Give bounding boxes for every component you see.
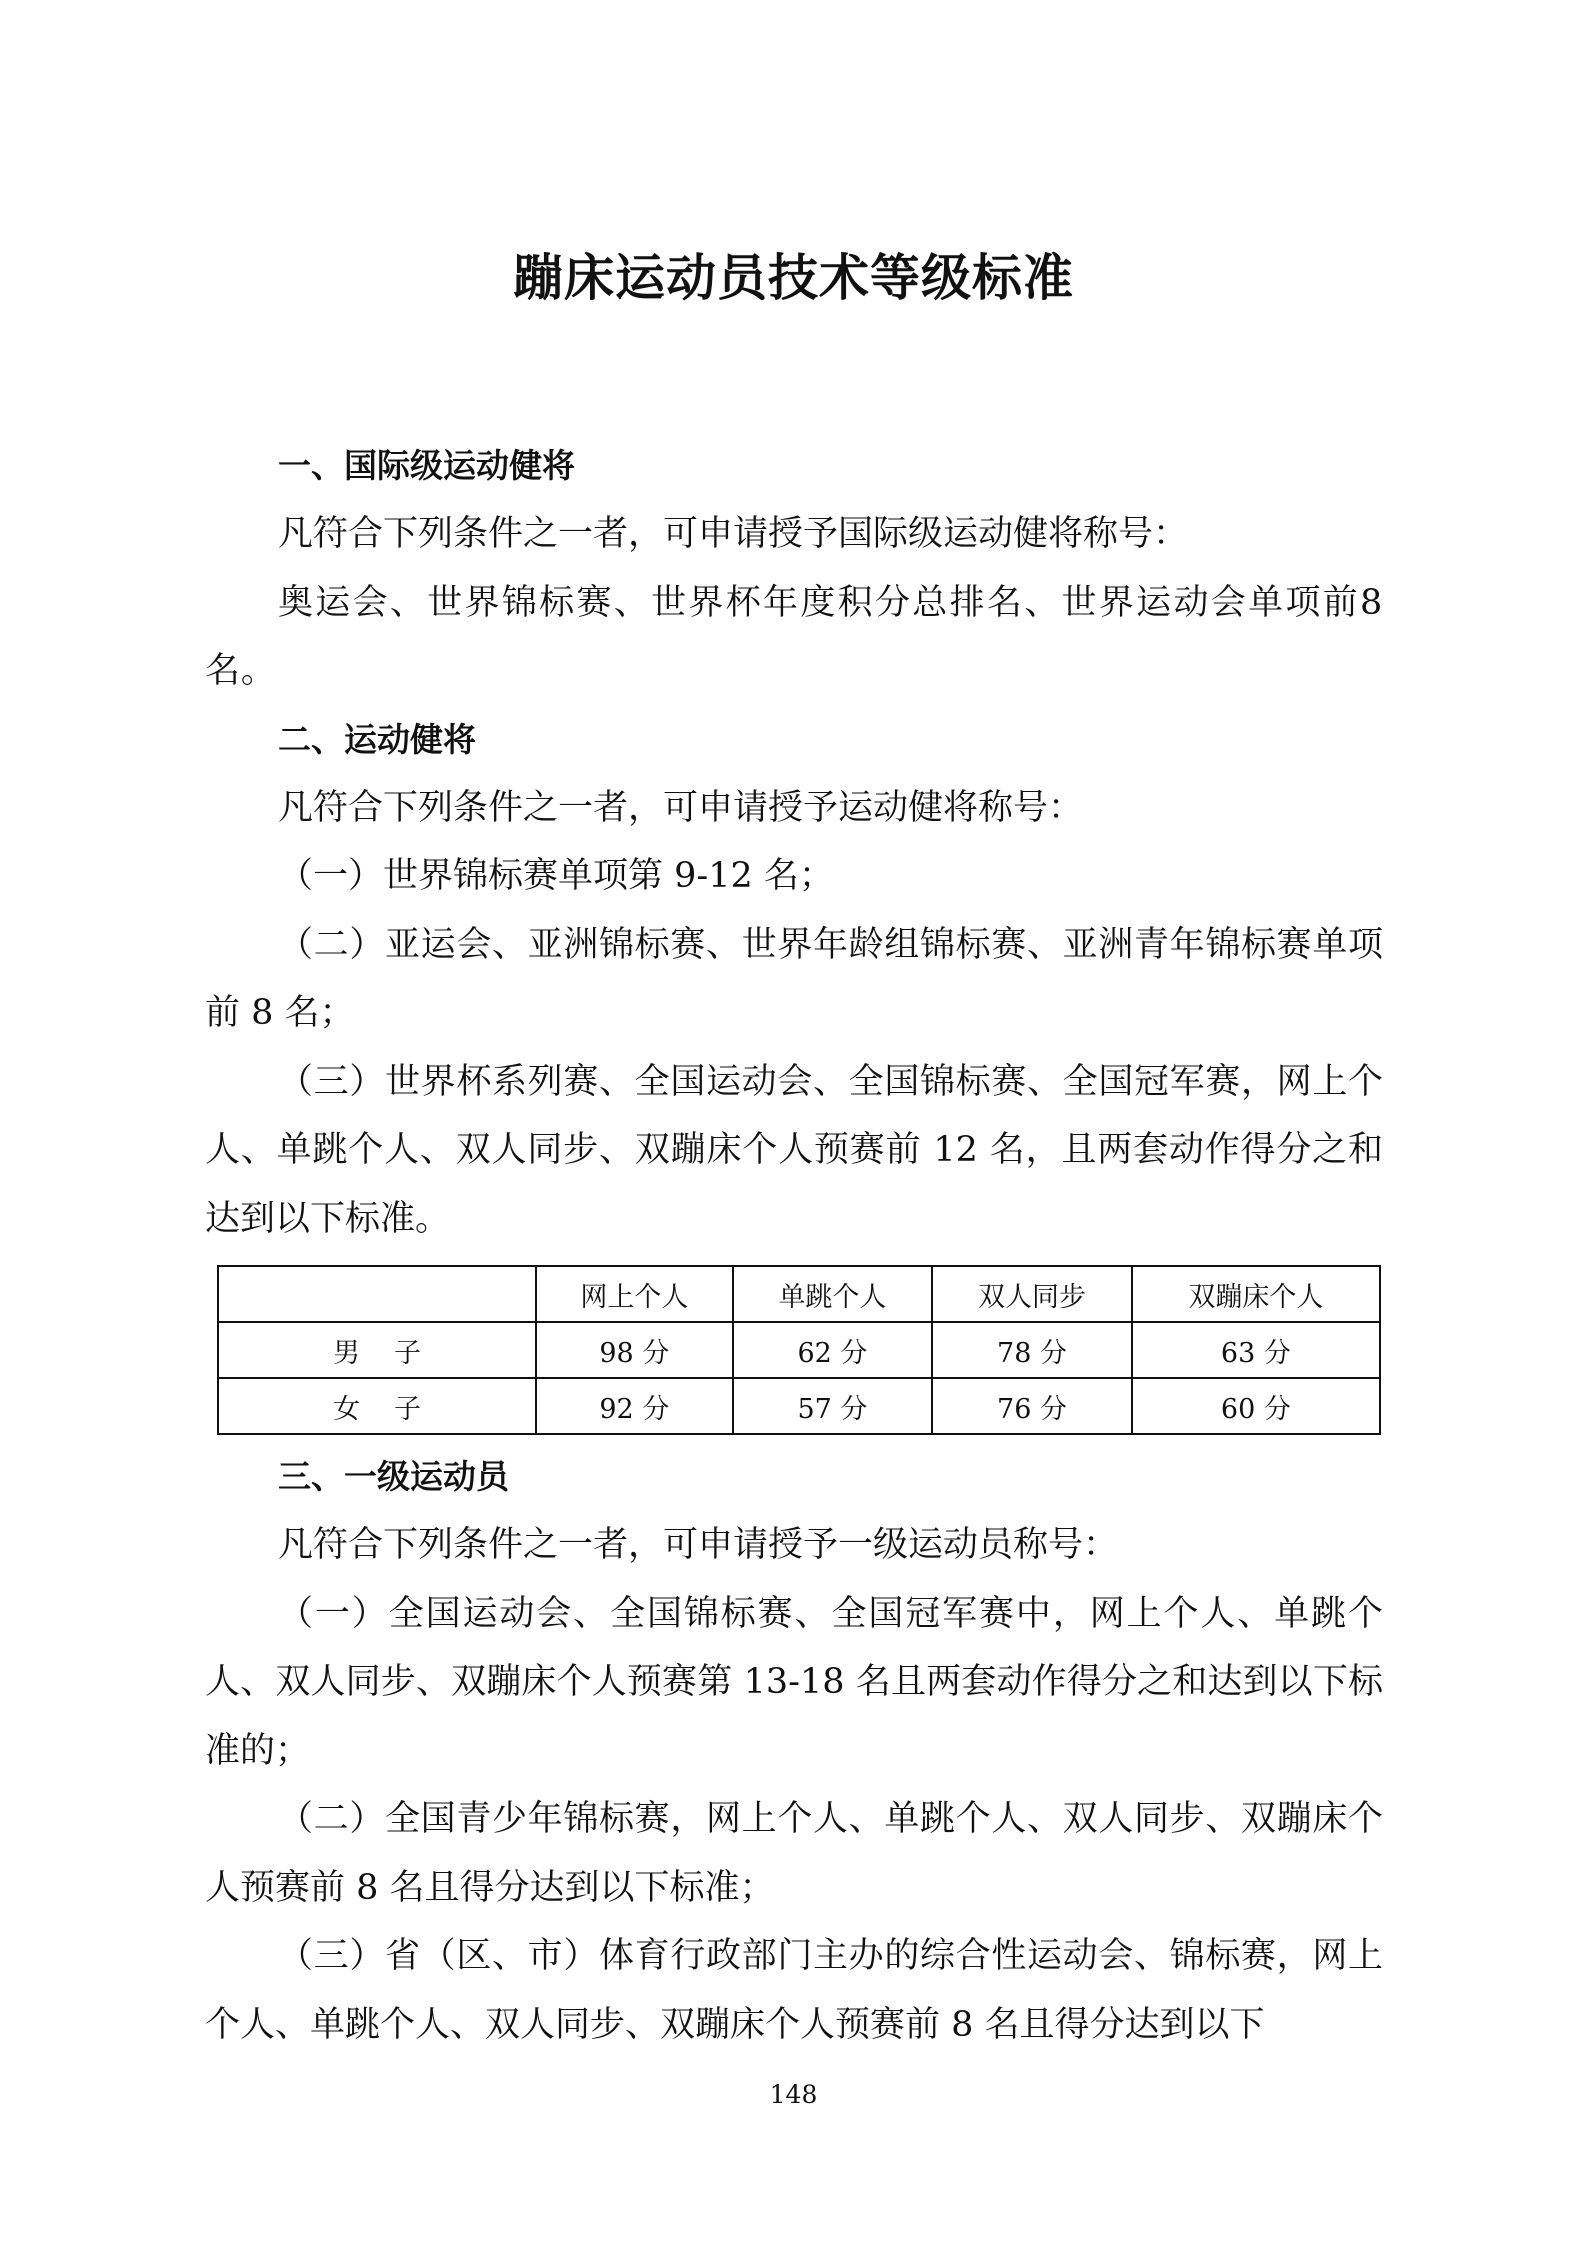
table-row [218,1378,1380,1434]
page-title: 蹦床运动员技术等级标准 [513,249,1074,307]
table-header-cell: 双人同步 [932,1266,1132,1322]
table-cell: 76 分 [932,1378,1132,1434]
paragraph: 凡符合下列条件之一者，可申请授予国际级运动健将称号： [278,514,1189,554]
table-header-cell: 网上个人 [536,1266,733,1322]
table-row-label: 女子 [218,1378,536,1434]
table-row-label: 男子 [218,1322,536,1378]
page-number: 148 [769,2080,818,2109]
table-header-cell: 双蹦床个人 [1132,1266,1380,1322]
paragraph: （三）世界杯系列赛、全国运动会、全国锦标赛、全国冠军赛，网上个人、单跳个人、双人同步、双蹦床个人预赛前 12 名，且两套动作得分之和达到以下标准。 [205,1061,1383,1239]
paragraph: （一）全国运动会、全国锦标赛、全国冠军赛中，网上个人、单跳个人、双人同步、双蹦床个人预赛第 13-18 名且两套动作得分之和达到以下标准的； [205,1593,1383,1771]
section-heading-master: 二、运动健将 [278,719,476,759]
table-header-cell: 单跳个人 [733,1266,933,1322]
table-cell: 62 分 [733,1322,933,1378]
table-cell: 92 分 [536,1378,733,1434]
table-row [218,1322,1380,1378]
paragraph: （二）全国青少年锦标赛，网上个人、单跳个人、双人同步、双蹦床个人预赛前 8 名且得分达到以下标准； [205,1799,1383,1908]
table-header-cell [218,1266,536,1322]
paragraph: （二）亚运会、亚洲锦标赛、世界年龄组锦标赛、亚洲青年锦标赛单项前 8 名； [205,924,1383,1033]
paragraph: （一）世界锦标赛单项第 9-12 名； [278,856,834,896]
paragraph: 凡符合下列条件之一者，可申请授予一级运动员称号： [278,1525,1119,1565]
document-body [205,432,1383,2059]
table-cell: 57 分 [733,1378,933,1434]
section-heading-first-class: 三、一级运动员 [278,1457,509,1496]
paragraph: 奥运会、世界锦标赛、世界杯年度积分总排名、世界运动会单项前8名。 [205,582,1383,691]
score-standard-table [217,1265,1381,1435]
table-header-row [218,1266,1380,1322]
score-standard-table-wrapper [205,1265,1383,1435]
table-cell: 63 分 [1132,1322,1380,1378]
section-heading-international-master: 一、国际级运动健将 [278,446,575,485]
paragraph: 凡符合下列条件之一者，可申请授予运动健将称号： [278,787,1084,828]
table-cell: 98 分 [536,1322,733,1378]
table-cell: 78 分 [932,1322,1132,1378]
table-cell: 60 分 [1132,1378,1380,1434]
paragraph: （三）省（区、市）体育行政部门主办的综合性运动会、锦标赛，网上个人、单跳个人、双人同步、双蹦床个人预赛前 8 名且得分达到以下 [205,1936,1383,2045]
